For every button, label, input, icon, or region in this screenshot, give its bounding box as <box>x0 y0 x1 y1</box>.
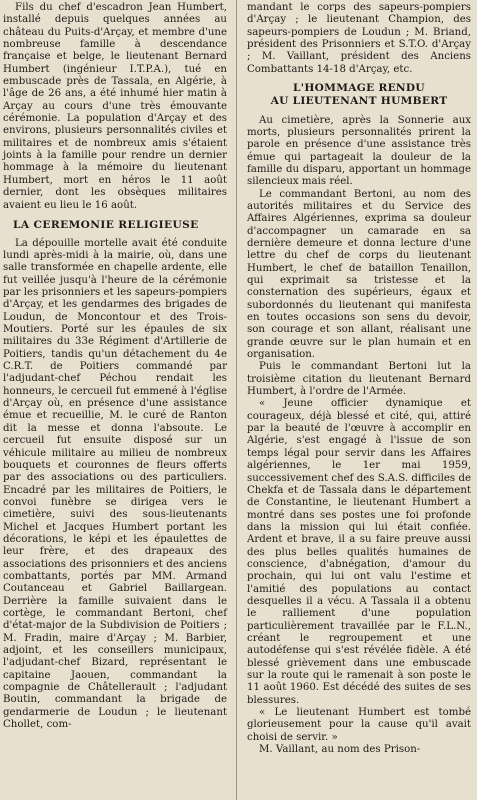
heading-line-2: AU LIEUTENANT HUMBERT <box>270 95 448 108</box>
paragraph-citation: « Jeune officier dynamique et courageux, déjà blessé et cité, qui, attiré par la beauté de l'œuvre à accomplir en Algérie, s'est engagé à l'issue de son temps légal pour servir dans les Affaires algériennes, le 1er mai 1959, successivement chef des S.A.S. difficiles de Chekfa et de Tassala dans le département de Constantine, le lieutenant Humbert a montré dans ses postes une foi profonde dans la mission qui lui était confiée. Ardent et brave, il a su faire preuve aussi des plus belles qualités humaines de conscience, d'abnégation, d'amour du prochain, qui lui ont valu l'estime et l'amitié des populations au contact desquelles il a vécu. A Tassala il a obtenu le ralliement d'une population particulièrement travaillée par le F.L.N., créant le regroupement et une autodéfense qui s'est révélée fidèle. A été blessé grièvement dans une embuscade sur la route qui le ramenait à son poste le 11 août 1960. Est décédé des suites de ses blessures. <box>247 398 471 706</box>
intro-paragraph: Fils du chef d'escadron Jean Humbert, installé depuis quelques années au château du Puits-d'Arçay, et membre d'une nombreuse famille à descendance française et belge, le lieutenant Bernard Humbert (ingénieur I.T.P.A.), tué en embuscade près de Tassala, en Algérie, à l'âge de 26 ans, a été inhumé hier matin à Arçay au cours d'une très émouvante cérémonie. La population d'Arçay et des environs, plusieurs personnalités civiles et militaires et de nombreux amis s'étaient joints à la famille pour rendre un dernier hommage à la mémoire du lieutenant Humbert, mort en héros le 11 août dernier, dont les obsèques militaires avaient eu lieu le 16 août. <box>3 2 227 211</box>
section-heading-hommage <box>247 82 471 108</box>
paragraph-cemetery: Au cimetière, après la Sonnerie aux morts, plusieurs personnalités prirent la parole en présence d'une assistance très émue qui partageait la douleur de la famille du disparu, apportant un hommage silencieux mais réel. <box>247 114 471 188</box>
paragraph-citation-intro: Puis le commandant Bertoni lut la troisième citation du lieutenant Bernard Humbert, à l'ordre de l'Armée. <box>247 361 471 398</box>
column-divider <box>236 0 237 800</box>
ceremony-paragraph: La dépouille mortelle avait été conduite lundi après-midi à la mairie, où, dans une salle transformée en chapelle ardente, elle fut veillée jusqu'à l'heure de la cérémonie par les prisonniers et les sapeurs-pompiers d'Arçay, et les gendarmes des brigades de Loudun, de Moncontour et des Trois-Moutiers. Porté sur les épaules de six militaires du 33e Régiment d'Artillerie de Poitiers, tandis qu'un détachement du 4e C.R.T. de Poitiers commandé par l'adjudant-chef Péchou rendait les honneurs, le cercueil fut emmené à l'église d'Arçay où, en présence d'une assistance émue et recueillie, M. le curé de Ranton dit la messe et donna l'absoute. Le cercueil fut ensuite disposé sur un véhicule militaire au milieu de nombreux bouquets et couronnes de fleurs offerts par des associations ou des particuliers. Encadré par les militaires de Poitiers, le convoi funèbre se dirigea vers le cimetière, suivi des sous-lieutenants Michel et Jacques Humbert portant les décorations, le képi et les épaulettes de leur frère, et des drapeaux des associations des prisonniers et des anciens combattants, portés par MM. Armand Coutanceau et Gabriel Baillargean. Derrière la famille suivaient dans le cortège, le commandant Bertoni, chef d'état-major de la Subdivision de Poitiers ; M. Fradin, maire d'Arçay ; M. Barbier, adjoint, et les conseillers municipaux, l'adjudant-chef Bizard, représentant le capitaine Jaouen, commandant la compagnie de Châtellerault ; l'adjudant Boutin, commandant la brigade de gendarmerie de Loudun ; le lieutenant Chollet, com- <box>3 237 227 731</box>
right-column <box>247 2 471 756</box>
heading-line-1: L'HOMMAGE RENDU <box>293 82 425 95</box>
continuation-paragraph: mandant le corps des sapeurs-pompiers d'Arçay ; le lieutenant Champion, des sapeurs-pompiers de Loudun ; M. Briand, président des Prisonniers et S.T.O. d'Arçay ; M. Vaillant, président des Anciens Combattants 14-18 d'Arçay, etc. <box>247 2 471 75</box>
left-column <box>3 2 227 731</box>
paragraph-citation-end: « Le lieutenant Humbert est tombé glorieusement pour la cause qu'il avait choisi de servir. » <box>247 707 471 743</box>
paragraph-vaillant: M. Vaillant, au nom des Prison- <box>259 744 421 756</box>
paragraph-bertoni: Le commandant Bertoni, au nom des autorités militaires et du Service des Affaires Algériennes, exprima sa douleur d'accompagner un camarade en sa dernière demeure et donna lecture d'une lettre du chef de corps du lieutenant Humbert, le chef de bataillon Tenaillon, qui exprimait sa tristesse et la consternation des supérieurs, égaux et subordonnés du lieutenant qui manifesta en toutes occasions son sens du devoir, son courage et son allant, réalisant une grande œuvre sur le plan humain et en organisation. <box>247 188 471 361</box>
section-heading-ceremony: LA CEREMONIE RELIGIEUSE <box>13 218 199 231</box>
